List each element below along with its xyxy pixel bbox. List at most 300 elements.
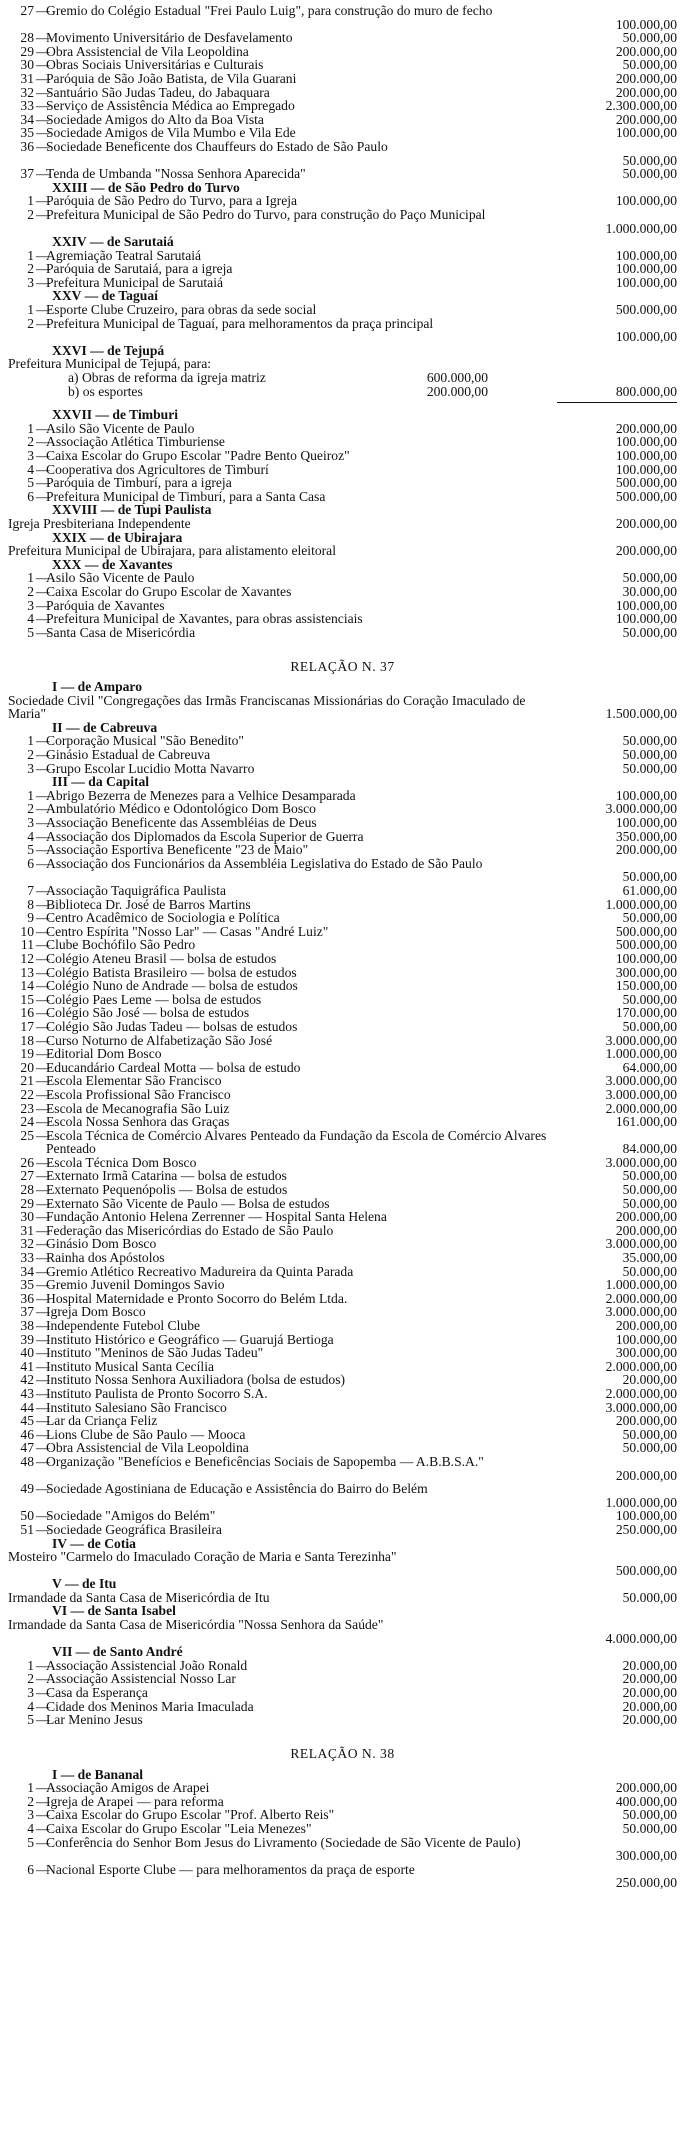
entry-dash: — [36,1263,50,1279]
entry-amount: 500.000,00 [615,937,677,953]
section-heading: XXX — de Xavantes [52,556,173,572]
list-item [8,1115,677,1129]
list-item [8,1482,677,1509]
entry-number: 1 [27,302,34,318]
list-item [8,1360,677,1374]
list-item [8,1006,677,1020]
entry-amount: 1.000.000,00 [605,220,677,236]
entry-number: 7 [27,883,34,898]
entry-dash: — [36,1807,50,1823]
entry-amount: 100.000,00 [615,261,677,277]
list-item [8,599,677,613]
entry-amount: 50.000,00 [622,624,677,640]
entry-text: Instituto "Meninos de São Judas Tadeu" [46,1345,264,1361]
entry-dash: — [36,1086,50,1102]
list-item [8,1102,677,1116]
entry-text: Corporação Musical "São Benedito" [46,733,244,749]
list-item [8,762,677,776]
entry-number: 4 [27,1820,34,1836]
list-item [8,58,677,72]
entry-number: 43 [20,1385,34,1401]
entry-text: Rainha dos Apóstolos [46,1250,165,1266]
entry-text: Caixa Escolar do Grupo Escolar de Xavantes [46,583,292,599]
entry-amount: 50.000,00 [622,1195,677,1211]
list-item [8,748,677,762]
list-item [8,925,677,939]
entry-amount: 50.000,00 [622,1426,677,1442]
entry-amount: 2.000.000,00 [605,1100,677,1116]
plain-entry [8,357,677,371]
list-item [8,857,677,884]
list-item [8,1292,677,1306]
entry-number: 26 [20,1154,34,1170]
entry-dash: — [36,111,50,127]
entry-text: Sociedade Beneficente dos Chauffeurs do Estado de São Paulo [46,138,388,154]
list-item [8,1047,677,1061]
list-item [8,585,677,599]
list-item [8,1523,677,1537]
entry-text: Nacional Esporte Clube — para melhoramentos da praça de esporte [46,1861,415,1877]
entry-text: Colégio Paes Leme — bolsa de estudos [46,991,262,1007]
entry-text: Sociedade Agostiniana de Educação e Assistência do Bairro do Belém [46,1481,428,1497]
entry-number: 1 [27,420,34,436]
list-item [8,1169,677,1183]
entry-text: Fundação Antonio Helena Zerrenner — Hospital Santa Helena [46,1209,387,1225]
entry-text: Educandário Cardeal Motta — bolsa de estudo [46,1059,301,1075]
entry-amount: 1.000.000,00 [605,896,677,912]
section-heading: II — de Cabreuva [52,719,158,735]
entry-text: Casa da Esperança [46,1685,148,1701]
entry-number: 5 [27,842,34,858]
entry-text: Igreja de Arapei — para reforma [46,1793,224,1809]
entry-amount: 20.000,00 [622,1671,677,1687]
entry-amount: 500.000,00 [615,302,677,318]
list-item [8,830,677,844]
list-item [8,1251,677,1265]
entry-amount: 50.000,00 [622,1440,677,1456]
entry-number: 46 [20,1426,34,1442]
entry-dash: — [36,1834,50,1850]
entry-text: Obra Assistencial de Vila Leopoldina [46,43,249,59]
sub-entry-text: a) Obras de reforma da igreja matriz [68,370,266,386]
entry-number: 2 [27,801,34,817]
entry-amount: 500.000,00 [615,488,677,504]
entry-dash: — [36,583,50,599]
entry-amount: 100.000,00 [615,329,677,345]
entry-dash: — [36,1005,50,1021]
entry-text: Clube Bochófilo São Pedro [46,937,196,953]
section-heading: XXIII — de São Pedro do Turvo [52,179,240,195]
list-item [8,884,677,898]
entry-text: Conferência do Senhor Bom Jesus do Livramento (Sociedade de São Vicente de Paulo) [46,1834,521,1850]
entry-dash: — [36,815,50,831]
entry-dash: — [36,448,50,463]
list-item [8,140,677,167]
spacer [8,639,677,653]
entry-number: 31 [20,1222,34,1238]
entry-amount: 50.000,00 [622,152,677,168]
entry-amount: 300.000,00 [615,964,677,980]
entry-dash: — [36,125,50,141]
entry-dash: — [36,611,50,627]
entry-dash: — [36,302,50,318]
entry-amount: 84.000,00 [622,1141,677,1157]
list-item [8,262,677,276]
entry-text: Colégio Ateneu Brasil — bolsa de estudos [46,950,277,966]
entry-text: Colégio Nuno de Andrade — bolsa de estudos [46,978,298,994]
entry-amount: 1.000.000,00 [605,1494,677,1510]
entry-amount: 50.000,00 [622,991,677,1007]
entry-amount: 3.000.000,00 [605,1032,677,1048]
list-item [8,1672,677,1686]
entry-text: Federação das Misericórdias do Estado de São Paulo [46,1222,334,1238]
entry-number: 18 [20,1032,34,1048]
entry-number: 40 [20,1345,34,1361]
entry-number: 2 [27,434,34,450]
sub-entry [8,371,677,385]
entry-number: 4 [27,1698,34,1714]
entry-dash: — [36,787,50,803]
list-item [8,1305,677,1319]
entry-number: 17 [20,1018,34,1034]
entry-text: Santa Casa de Misericórdia [46,624,196,640]
entry-number: 47 [20,1440,34,1456]
entry-dash: — [36,274,50,290]
list-item [8,898,677,912]
entry-text: Instituto Salesiano São Francisco [46,1399,227,1415]
entry-text: Associação Esportiva Beneficente "23 de Maio" [46,842,309,858]
entry-dash: — [36,1032,50,1048]
plain-entry [8,1591,677,1605]
entry-number: 29 [20,1195,34,1211]
section-heading: VII — de Santo André [52,1644,183,1660]
list-item [8,72,677,86]
entry-text: Abrigo Bezerra de Menezes para a Velhice Desamparada [46,787,356,803]
entry-amount: 500.000,00 [615,1562,677,1578]
entry-number: 36 [20,1290,34,1306]
entry-text: Sociedade "Amigos do Belém" [46,1508,216,1524]
entry-number: 20 [20,1059,34,1075]
entry-text: Associação Atlética Timburiense [46,434,225,450]
entry-amount: 50.000,00 [622,1168,677,1184]
list-item [8,1401,677,1415]
entry-dash: — [36,1318,50,1333]
list-item [8,303,677,317]
entry-dash: — [36,247,50,263]
list-item [8,938,677,952]
list-item [8,422,677,436]
entry-number: 1 [27,247,34,263]
entry-text: Cidade dos Meninos Maria Imaculada [46,1698,254,1714]
entry-dash: — [36,896,50,912]
entry-amount: 100.000,00 [615,597,677,613]
entry-amount: 200.000,00 [615,1467,677,1483]
entry-dash: — [36,1209,50,1225]
entry-amount: 3.000.000,00 [605,1073,677,1089]
entry-number: 1 [27,733,34,749]
entry-amount: 500.000,00 [615,923,677,939]
entry-amount: 100.000,00 [615,1508,677,1524]
entry-dash: — [36,978,50,994]
entry-number: 23 [20,1100,34,1116]
relation-heading: RELAÇÃO N. 38 [290,1746,395,1762]
list-item [8,1808,677,1822]
entry-text: Asilo São Vicente de Paulo [46,570,195,586]
entry-amount: 2.000.000,00 [605,1358,677,1374]
entry-amount: 50.000,00 [622,1807,677,1823]
entry-amount: 50.000,00 [622,869,677,885]
entry-text: Gremio Juvenil Domingos Savio [46,1277,225,1293]
entry-number: 39 [20,1331,34,1347]
list-item [8,4,677,31]
entry-text: Igreja Presbiteriana Independente [8,515,191,531]
sub-entry [8,385,677,399]
list-item [8,490,677,504]
entry-text: Serviço de Assistência Médica ao Empregado [46,98,295,114]
section-heading: III — da Capital [52,774,150,790]
entry-number: 1 [27,787,34,803]
entry-amount: 200.000,00 [615,111,677,127]
list-item [8,1074,677,1088]
entry-text: Movimento Universitário de Desfavelamento [46,30,293,46]
entry-dash: — [36,261,50,277]
entry-amount: 200.000,00 [615,70,677,86]
entry-amount: 50.000,00 [622,1182,677,1198]
entry-dash: — [36,1358,50,1374]
section-heading: I — de Amparo [52,679,143,695]
list-item [8,276,677,290]
list-item [8,1863,677,1890]
list-item [8,966,677,980]
entry-dash: — [36,166,50,182]
entry-dash: — [36,733,50,749]
list-item [8,1278,677,1292]
entry-dash: — [36,883,50,898]
plain-entry [8,544,677,558]
entry-dash: — [36,747,50,763]
entry-dash: — [36,138,50,154]
plain-entry [8,694,677,721]
section-heading: XXIX — de Ubirajara [52,529,183,545]
entry-amount: 20.000,00 [622,1657,677,1673]
entry-amount: 35.000,00 [622,1250,677,1266]
entry-amount: 200.000,00 [615,84,677,100]
entry-amount: 50.000,00 [622,747,677,763]
entry-text: Gremio do Colégio Estadual "Frei Paulo Luig", para construção do muro de fecho [46,3,493,18]
entry-amount: 50.000,00 [622,570,677,586]
list-item [8,1713,677,1727]
entry-text: Irmandade da Santa Casa de Misericórdia de Itu [8,1589,270,1605]
list-item [8,1237,677,1251]
entry-dash: — [36,475,50,491]
entry-dash: — [36,1426,50,1442]
entry-number: 22 [20,1086,34,1102]
entry-amount: 50.000,00 [622,166,677,182]
list-item [8,1183,677,1197]
sub-entry-amount: 200.000,00 [426,383,488,399]
entry-amount: 100.000,00 [615,461,677,477]
entry-dash: — [36,1508,50,1524]
entry-number: 27 [20,3,34,18]
entry-number: 33 [20,1250,34,1266]
entry-amount: 50.000,00 [622,733,677,749]
entry-number: 8 [27,896,34,912]
list-item [8,249,677,263]
entry-amount: 20.000,00 [622,1685,677,1701]
list-item [8,449,677,463]
entry-text: Centro Acadêmico de Sociologia e Política [46,910,280,926]
entry-number: 2 [27,315,34,331]
list-item [8,843,677,857]
entry-text: Paróquia de Timburí, para a igreja [46,475,232,491]
entry-dash: — [36,1413,50,1429]
list-item [8,1659,677,1673]
entry-number: 21 [20,1073,34,1089]
entry-number: 49 [20,1481,34,1497]
entry-dash: — [36,1399,50,1415]
entry-text: Associação dos Diplomados da Escola Superior de Guerra [46,828,364,844]
list-item [8,45,677,59]
list-item [8,1210,677,1224]
list-item [8,1346,677,1360]
entry-number: 3 [27,1685,34,1701]
entry-amount: 100.000,00 [615,448,677,463]
entry-text: Agremiação Teatral Sarutaiá [46,247,202,263]
entry-text: Santuário São Judas Tadeu, do Jabaquara [46,84,270,100]
list-item [8,911,677,925]
entry-amount: 161.000,00 [615,1114,677,1130]
entry-text: Colégio Batista Brasileiro — bolsa de estudos [46,964,297,980]
entry-number: 50 [20,1508,34,1524]
list-item [8,1034,677,1048]
entry-amount: 2.000.000,00 [605,1290,677,1306]
entry-number: 1 [27,1657,34,1673]
list-item [8,1265,677,1279]
entry-number: 24 [20,1114,34,1130]
entry-dash: — [36,1114,50,1130]
list-item [8,99,677,113]
entry-text: Lar Menino Jesus [46,1712,143,1728]
list-item [8,208,677,235]
entry-amount: 4.000.000,00 [605,1630,677,1646]
entry-amount: 200.000,00 [615,515,677,531]
entry-text: Sociedade Amigos de Vila Mumbo e Vila Ede [46,125,296,141]
entry-text: Organização "Benefícios e Beneficências Sociais de Sapopemba — A.B.B.S.A." [46,1453,484,1469]
list-item [8,86,677,100]
entry-number: 44 [20,1399,34,1415]
list-item [8,1224,677,1238]
entry-dash: — [36,70,50,86]
entry-amount: 64.000,00 [622,1059,677,1075]
entry-number: 16 [20,1005,34,1021]
entry-dash: — [36,937,50,953]
entry-dash: — [36,461,50,477]
entry-number: 2 [27,1793,34,1809]
entry-number: 9 [27,910,34,926]
entry-dash: — [36,1277,50,1293]
entry-text: Associação Assistencial Nosso Lar [46,1671,236,1687]
entry-dash: — [36,1481,50,1497]
entry-text: Irmandade da Santa Casa de Misericórdia "Nossa Senhora da Saúde" [8,1617,384,1633]
entry-amount: 3.000.000,00 [605,1304,677,1320]
list-item [8,612,677,626]
entry-number: 32 [20,84,34,100]
list-item [8,1441,677,1455]
relation-heading: RELAÇÃO N. 37 [290,658,395,674]
entry-amount: 170.000,00 [615,1005,677,1021]
entry-dash: — [36,570,50,586]
entry-amount: 50.000,00 [622,760,677,776]
entry-dash: — [36,1154,50,1170]
entry-dash: — [36,1372,50,1388]
list-item [8,1333,677,1347]
entry-number: 3 [27,760,34,776]
entry-number: 2 [27,206,34,222]
entry-number: 37 [20,166,34,182]
entry-text: Caixa Escolar do Grupo Escolar "Prof. Alberto Reis" [46,1807,335,1823]
entry-text: Sociedade Civil "Congregações das Irmãs Franciscanas Missionárias do Coração Imaculado de Maria" [8,692,526,722]
entry-number: 42 [20,1372,34,1388]
entry-number: 14 [20,978,34,994]
list-item [8,435,677,449]
entry-amount: 50.000,00 [622,30,677,46]
entry-text: Caixa Escolar do Grupo Escolar "Padre Bento Queiroz" [46,448,350,463]
entry-number: 11 [20,937,34,953]
entry-number: 37 [20,1304,34,1320]
entry-amount: 400.000,00 [615,1793,677,1809]
entry-text: Ambulatório Médico e Odontológico Dom Bosco [46,801,316,817]
entry-text: Externato Irmã Catarina — bolsa de estudos [46,1168,287,1184]
list-item [8,993,677,1007]
entry-text: Escola Profissional São Francisco [46,1086,231,1102]
entry-amount: 200.000,00 [615,1780,677,1796]
entry-amount: 50.000,00 [622,910,677,926]
entry-dash: — [36,1385,50,1401]
entry-dash: — [36,84,50,100]
entry-dash: — [36,842,50,858]
spacer [8,1727,677,1741]
entry-text: Curso Noturno de Alfabetização São José [46,1032,273,1048]
entry-amount: 2.300.000,00 [605,98,677,114]
entry-dash: — [36,801,50,817]
list-item [8,1373,677,1387]
entry-text: Mosteiro "Carmelo do Imaculado Coração de Maria e Santa Terezinha" [8,1549,397,1565]
entry-amount: 3.000.000,00 [605,801,677,817]
entry-number: 41 [20,1358,34,1374]
list-item [8,476,677,490]
entry-text: Prefeitura Municipal de Sarutaiá [46,274,224,290]
entry-number: 6 [27,488,34,504]
entry-number: 10 [20,923,34,939]
sub-entry-text: b) os esportes [68,383,143,399]
entry-text: Editorial Dom Bosco [46,1046,162,1062]
entry-number: 5 [27,1834,34,1850]
entry-amount: 800.000,00 [615,383,677,399]
entry-text: Externato São Vicente de Paulo — Bolsa de estudos [46,1195,330,1211]
list-item [8,802,677,816]
entry-dash: — [36,1685,50,1701]
entry-amount: 3.000.000,00 [605,1086,677,1102]
entry-amount: 200.000,00 [615,1209,677,1225]
entry-amount: 100.000,00 [615,950,677,966]
entry-amount: 300.000,00 [615,1848,677,1864]
entry-amount: 50.000,00 [622,1018,677,1034]
entry-number: 4 [27,461,34,477]
list-item [8,1455,677,1482]
list-item [8,952,677,966]
entry-dash: — [36,828,50,844]
list-item [8,1156,677,1170]
